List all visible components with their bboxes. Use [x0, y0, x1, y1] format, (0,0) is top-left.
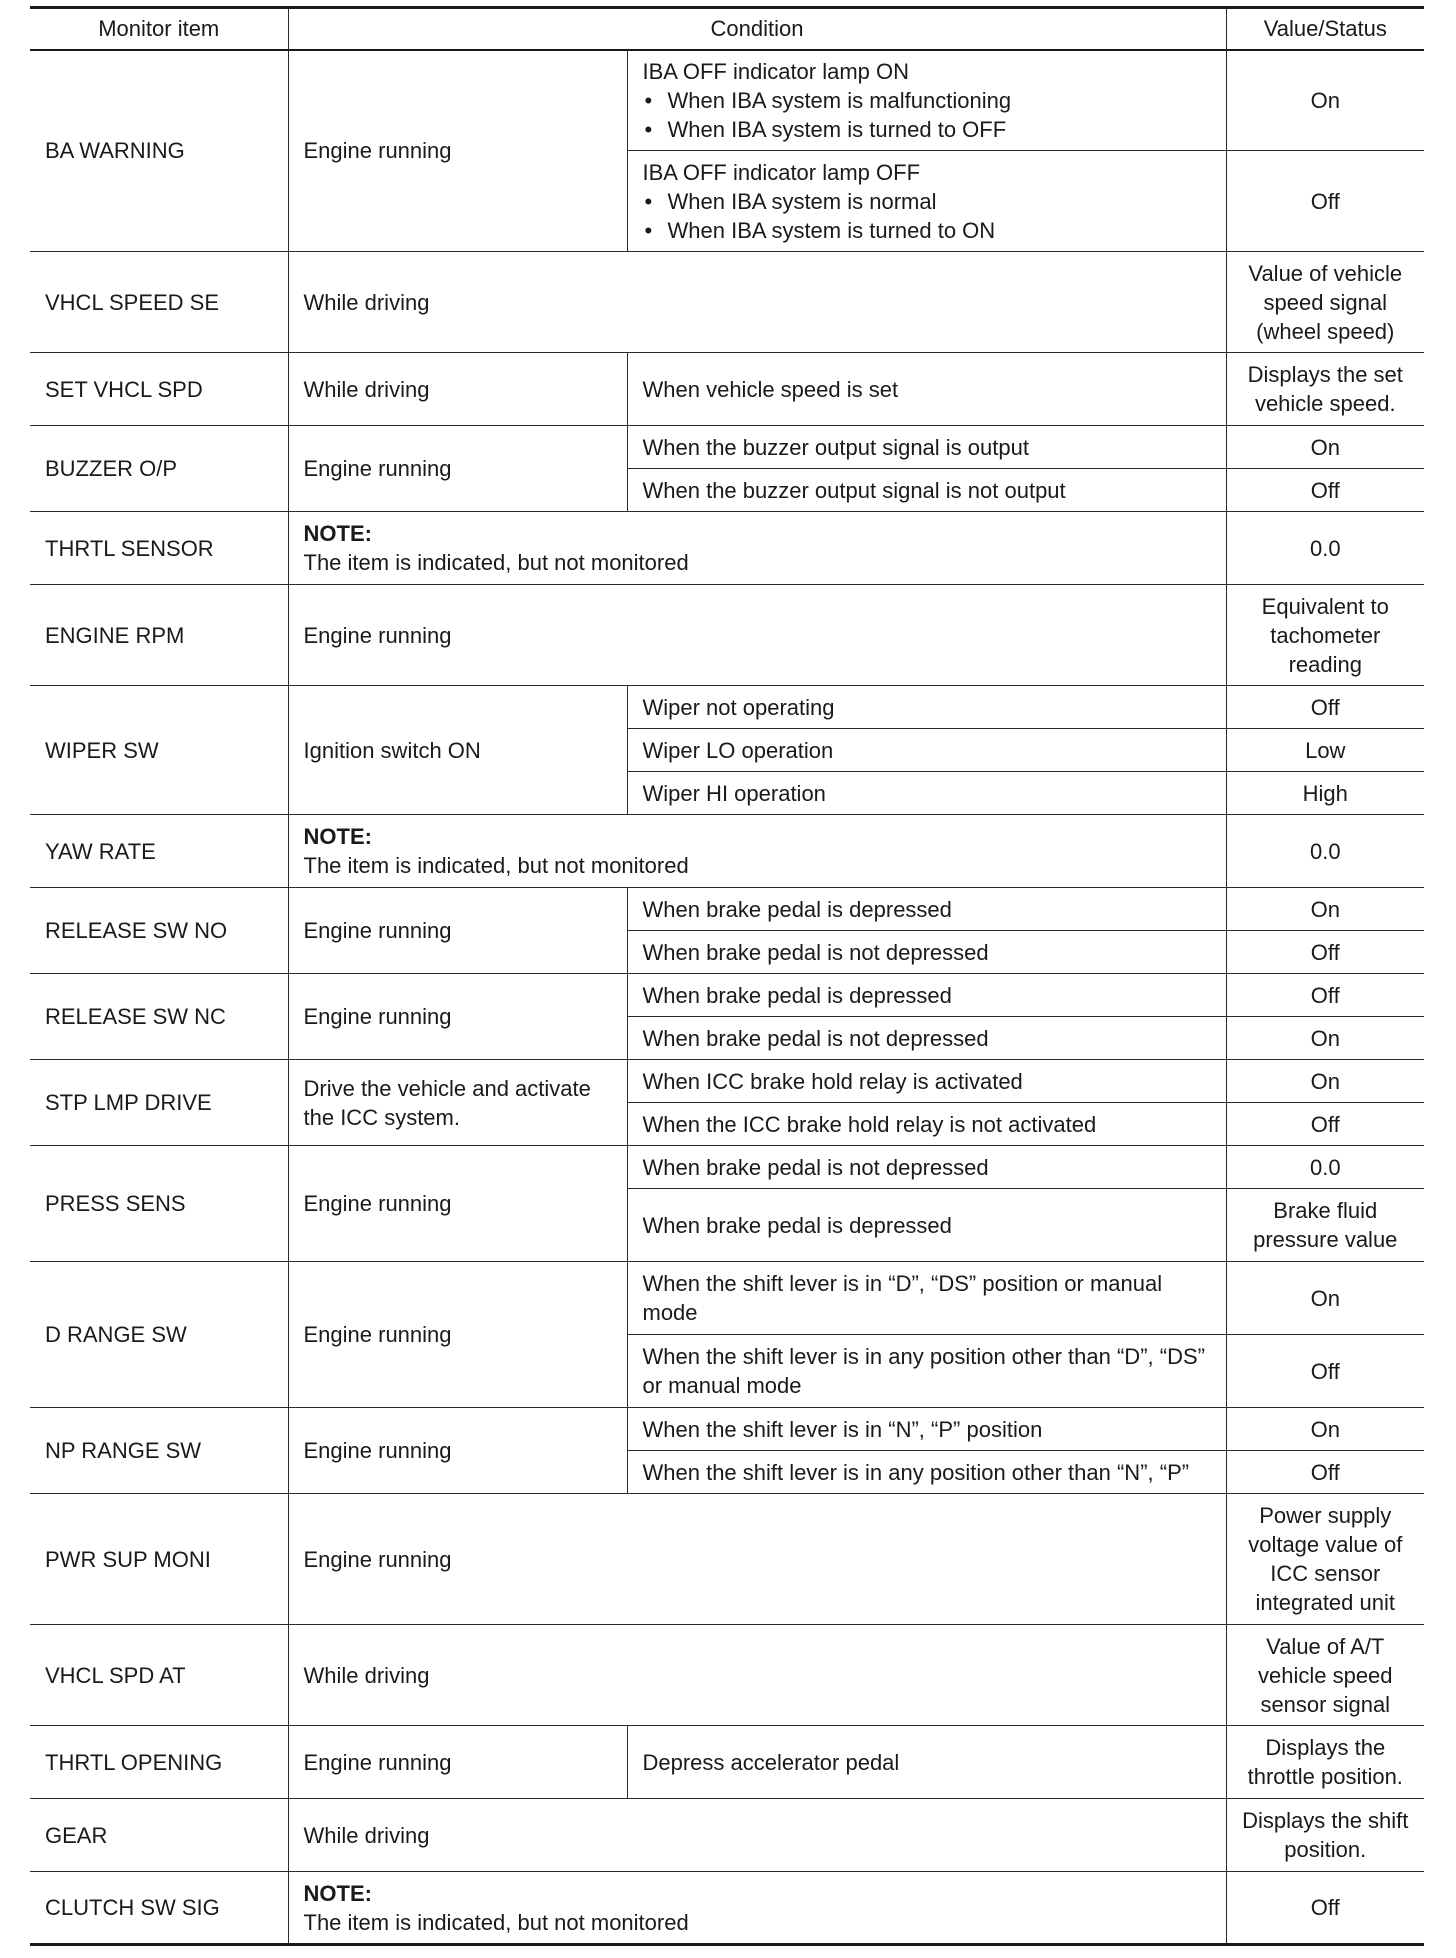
- monitor-item: RELEASE SW NO: [30, 888, 288, 974]
- table-row: [30, 353, 1424, 426]
- bullet-item: [643, 115, 1211, 144]
- value-status: Displays the set vehicle speed.: [1226, 353, 1424, 426]
- bullet-icon: •: [644, 188, 653, 214]
- bullet-text: When IBA system is turned to OFF: [667, 116, 1007, 142]
- bullet-text: When IBA system is malfunctioning: [667, 87, 1012, 113]
- sub-condition: When brake pedal is depressed: [627, 974, 1226, 1017]
- monitor-item: SET VHCL SPD: [30, 353, 288, 426]
- note: [288, 512, 1226, 585]
- monitor-item: THRTL OPENING: [30, 1726, 288, 1799]
- value-status: Value of vehicle speed signal (wheel speed): [1226, 252, 1424, 353]
- value-status: On: [1226, 426, 1424, 469]
- note-heading: NOTE:: [303, 824, 372, 849]
- table-row: [30, 1060, 1424, 1103]
- value-status: Power supply voltage value of ICC sensor integrated unit: [1226, 1494, 1424, 1625]
- condition: Drive the vehicle and activate the ICC system.: [288, 1060, 627, 1146]
- value-status: Off: [1226, 1335, 1424, 1408]
- bullet-icon: •: [644, 217, 653, 243]
- monitor-item: YAW RATE: [30, 815, 288, 888]
- bullet-text: When IBA system is normal: [667, 188, 937, 214]
- monitor-item: PWR SUP MONI: [30, 1494, 288, 1625]
- value-status: Off: [1226, 151, 1424, 252]
- col-header-condition: Condition: [288, 8, 1226, 50]
- sub-condition: When the buzzer output signal is not output: [627, 469, 1226, 512]
- value-status: On: [1226, 1262, 1424, 1335]
- sub-condition: When the shift lever is in “N”, “P” position: [627, 1408, 1226, 1451]
- sub-condition: When the shift lever is in “D”, “DS” position or manual mode: [627, 1262, 1226, 1335]
- sub-condition: When ICC brake hold relay is activated: [627, 1060, 1226, 1103]
- bullet-item: [643, 216, 1211, 245]
- note-heading: NOTE:: [303, 1880, 372, 1906]
- table-row: [30, 686, 1424, 729]
- table-row: [30, 1625, 1424, 1726]
- sub-condition: [627, 50, 1226, 151]
- sub-condition: When brake pedal is not depressed: [627, 1146, 1226, 1189]
- table-row: [30, 1726, 1424, 1799]
- monitor-item: GEAR: [30, 1799, 288, 1872]
- value-status: Off: [1226, 1872, 1424, 1945]
- value-status: Off: [1226, 1103, 1424, 1146]
- monitor-item: RELEASE SW NC: [30, 974, 288, 1060]
- value-status: Equivalent to tachometer reading: [1226, 585, 1424, 686]
- sub-condition: Depress accelerator pedal: [627, 1726, 1226, 1799]
- sub-condition: Wiper LO operation: [627, 729, 1226, 772]
- table-row: [30, 1799, 1424, 1872]
- value-status: 0.0: [1226, 512, 1424, 585]
- table-row: [30, 974, 1424, 1017]
- sub-condition: When the buzzer output signal is output: [627, 426, 1226, 469]
- value-status: Brake fluid pressure value: [1226, 1189, 1424, 1262]
- value-status: Off: [1226, 931, 1424, 974]
- sub-condition: Wiper HI operation: [627, 772, 1226, 815]
- monitor-item: BA WARNING: [30, 50, 288, 252]
- condition: Engine running: [288, 1146, 627, 1262]
- monitor-item: D RANGE SW: [30, 1262, 288, 1408]
- table-row: [30, 50, 1424, 151]
- table-row: [30, 585, 1424, 686]
- note: [288, 1872, 1226, 1945]
- condition: Engine running: [288, 426, 627, 512]
- table-row: [30, 252, 1424, 353]
- sub-condition: When brake pedal is not depressed: [627, 931, 1226, 974]
- condition: While driving: [288, 252, 1226, 353]
- table-row: [30, 888, 1424, 931]
- table-row: [30, 1872, 1424, 1945]
- note-heading: NOTE:: [303, 521, 372, 546]
- table-header-row: [30, 8, 1424, 50]
- condition: While driving: [288, 1799, 1226, 1872]
- value-status: On: [1226, 1408, 1424, 1451]
- note: [288, 815, 1226, 888]
- sub-condition: [627, 151, 1226, 252]
- sub-condition-title: IBA OFF indicator lamp ON: [642, 58, 910, 84]
- monitor-item-table: [30, 6, 1424, 1946]
- bullet-text: When IBA system is turned to ON: [667, 217, 996, 243]
- note-text: The item is indicated, but not monitored: [303, 550, 689, 575]
- condition: Engine running: [288, 585, 1226, 686]
- value-status: Low: [1226, 729, 1424, 772]
- value-status: Off: [1226, 686, 1424, 729]
- value-status: Off: [1226, 1451, 1424, 1494]
- value-status: On: [1226, 50, 1424, 151]
- table-row: [30, 815, 1424, 888]
- sub-condition-title: IBA OFF indicator lamp OFF: [642, 159, 921, 185]
- value-status: On: [1226, 1017, 1424, 1060]
- condition: While driving: [288, 353, 627, 426]
- col-header-value-status: Value/Status: [1226, 8, 1424, 50]
- sub-condition: When vehicle speed is set: [627, 353, 1226, 426]
- note-text: The item is indicated, but not monitored: [303, 853, 689, 878]
- table-row: [30, 1262, 1424, 1335]
- sub-condition: When brake pedal is depressed: [627, 888, 1226, 931]
- value-status: Displays the throttle position.: [1226, 1726, 1424, 1799]
- monitor-item: VHCL SPEED SE: [30, 252, 288, 353]
- condition: Engine running: [288, 50, 627, 252]
- sub-condition: When the shift lever is in any position other than “D”, “DS” or manual mode: [627, 1335, 1226, 1408]
- bullet-item: [643, 187, 1211, 216]
- value-status: Value of A/T vehicle speed sensor signal: [1226, 1625, 1424, 1726]
- condition: Engine running: [288, 974, 627, 1060]
- value-status: On: [1226, 1060, 1424, 1103]
- note-text: The item is indicated, but not monitored: [303, 1909, 689, 1935]
- sub-condition: When the shift lever is in any position other than “N”, “P”: [627, 1451, 1226, 1494]
- value-status: 0.0: [1226, 1146, 1424, 1189]
- bullet-icon: •: [644, 87, 653, 113]
- monitor-item: VHCL SPD AT: [30, 1625, 288, 1726]
- sub-condition: Wiper not operating: [627, 686, 1226, 729]
- monitor-item: CLUTCH SW SIG: [30, 1872, 288, 1945]
- condition: Ignition switch ON: [288, 686, 627, 815]
- monitor-item: STP LMP DRIVE: [30, 1060, 288, 1146]
- condition: Engine running: [288, 1494, 1226, 1625]
- value-status: Off: [1226, 469, 1424, 512]
- monitor-item: NP RANGE SW: [30, 1408, 288, 1494]
- monitor-item: WIPER SW: [30, 686, 288, 815]
- table-row: [30, 512, 1424, 585]
- monitor-item: ENGINE RPM: [30, 585, 288, 686]
- col-header-monitor-item: Monitor item: [30, 8, 288, 50]
- value-status: Displays the shift position.: [1226, 1799, 1424, 1872]
- value-status: On: [1226, 888, 1424, 931]
- sub-condition: When brake pedal is depressed: [627, 1189, 1226, 1262]
- bullet-icon: •: [644, 116, 653, 142]
- sub-condition: When brake pedal is not depressed: [627, 1017, 1226, 1060]
- value-status: 0.0: [1226, 815, 1424, 888]
- condition: While driving: [288, 1625, 1226, 1726]
- bullet-list: [643, 187, 1211, 245]
- bullet-item: [643, 86, 1211, 115]
- table-row: [30, 1408, 1424, 1451]
- bullet-list: [643, 86, 1211, 144]
- monitor-item: PRESS SENS: [30, 1146, 288, 1262]
- monitor-item: BUZZER O/P: [30, 426, 288, 512]
- condition: Engine running: [288, 1408, 627, 1494]
- table-row: [30, 426, 1424, 469]
- table-row: [30, 1494, 1424, 1625]
- value-status: High: [1226, 772, 1424, 815]
- value-status: Off: [1226, 974, 1424, 1017]
- condition: Engine running: [288, 888, 627, 974]
- table-row: [30, 1146, 1424, 1189]
- sub-condition: When the ICC brake hold relay is not activated: [627, 1103, 1226, 1146]
- monitor-item: THRTL SENSOR: [30, 512, 288, 585]
- condition: Engine running: [288, 1726, 627, 1799]
- condition: Engine running: [288, 1262, 627, 1408]
